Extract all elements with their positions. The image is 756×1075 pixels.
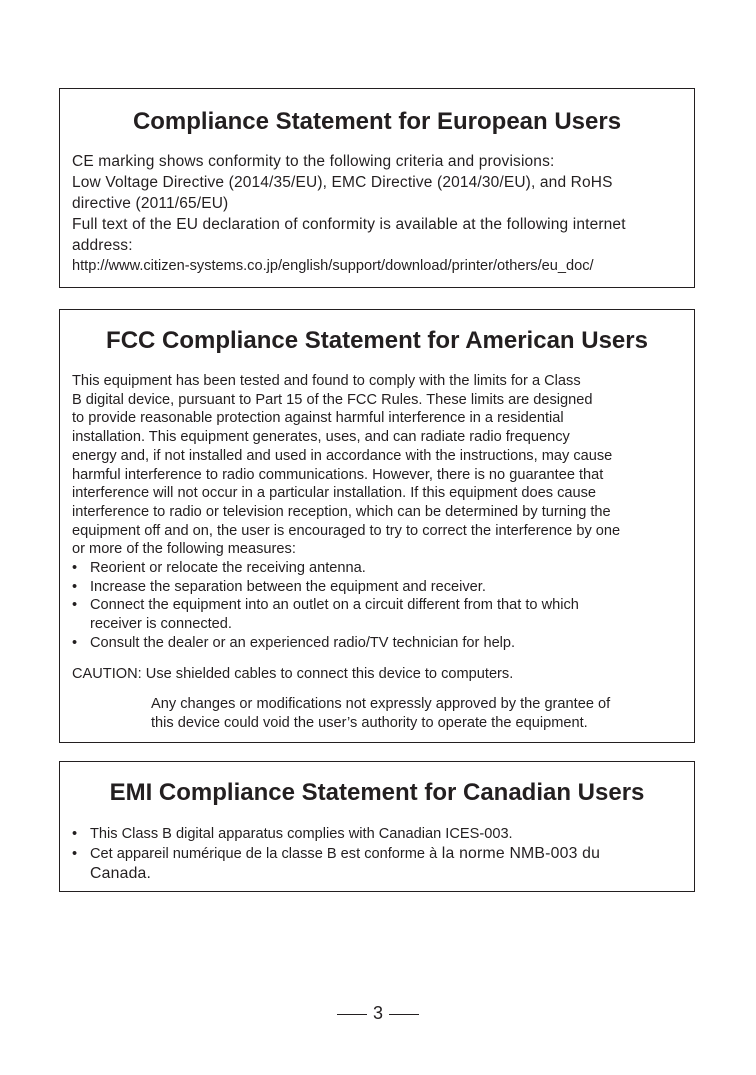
fcc-caution bbox=[72, 665, 513, 684]
bullet-icon: • bbox=[72, 560, 78, 577]
canadian-title: EMI Compliance Statement for Canadian Users bbox=[109, 779, 645, 806]
page-number bbox=[0, 1002, 756, 1024]
bullet-icon: • bbox=[72, 634, 78, 651]
fcc-line: energy and, if not installed and used in accordance with the instructions, may cause bbox=[72, 447, 613, 464]
fcc-body bbox=[72, 372, 620, 653]
canadian-bullet-text-tail: la norme NMB-003 du bbox=[437, 845, 601, 862]
fcc-bullet-text: Consult the dealer or an experienced radio/TV technician for help. bbox=[90, 634, 516, 651]
canadian-bullet-continuation bbox=[72, 864, 600, 884]
bullet-icon: • bbox=[72, 846, 78, 862]
canadian-bullet-item bbox=[72, 824, 600, 844]
canadian-bullet-text: Canada. bbox=[90, 865, 152, 882]
page-number-rule-left bbox=[337, 1014, 367, 1015]
fcc-bullet-item bbox=[72, 596, 620, 615]
eu-declaration-url[interactable]: http://www.citizen-systems.co.jp/english/support/download/printer/others/eu_doc/ bbox=[72, 258, 594, 274]
canadian-bullet-text: Cet appareil numérique de la classe B est conforme à bbox=[90, 846, 438, 862]
canadian-bullet-item bbox=[72, 844, 600, 864]
fcc-line: equipment off and on, the user is encouraged to try to correct the interference by one bbox=[72, 522, 621, 539]
fcc-title: FCC Compliance Statement for American Users bbox=[106, 327, 648, 354]
fcc-line: to provide reasonable protection against harmful interference in a residential bbox=[72, 410, 564, 427]
fcc-compliance-box bbox=[59, 309, 695, 743]
european-line: Full text of the EU declaration of conformity is available at the following internet bbox=[72, 216, 626, 233]
fcc-line: installation. This equipment generates, uses, and can radiate radio frequency bbox=[72, 429, 570, 446]
canadian-compliance-box bbox=[59, 761, 695, 892]
european-line: CE marking shows conformity to the following criteria and provisions: bbox=[72, 153, 555, 170]
european-line: Low Voltage Directive (2014/35/EU), EMC Directive (2014/30/EU), and RoHS bbox=[72, 174, 613, 191]
fcc-bullet-item bbox=[72, 559, 620, 578]
fcc-bullet-continuation bbox=[72, 615, 620, 634]
caution-label: CAUTION: bbox=[72, 666, 142, 682]
canadian-bullet-text: This Class B digital apparatus complies with Canadian ICES-003. bbox=[90, 826, 513, 842]
fcc-bullet-text: receiver is connected. bbox=[90, 616, 232, 633]
bullet-icon: • bbox=[72, 826, 78, 842]
european-body bbox=[72, 151, 626, 277]
fcc-bullet-text: Increase the separation between the equipment and receiver. bbox=[90, 578, 486, 595]
fcc-bullet-item bbox=[72, 634, 620, 653]
fcc-bullet-item bbox=[72, 578, 620, 597]
european-line: directive (2011/65/EU) bbox=[72, 195, 229, 212]
european-title: Compliance Statement for European Users bbox=[132, 108, 622, 135]
fcc-line: harmful interference to radio communications. However, there is no guarantee that bbox=[72, 466, 604, 483]
fcc-line: or more of the following measures: bbox=[72, 541, 296, 558]
bullet-icon: • bbox=[72, 597, 78, 614]
european-line: address: bbox=[72, 237, 133, 254]
fcc-line: interference to radio or television reception, which can be determined by turning the bbox=[72, 503, 611, 520]
bullet-icon: • bbox=[72, 578, 78, 595]
fcc-line: This equipment has been tested and found to comply with the limits for a Class bbox=[72, 373, 581, 389]
page-number-value: 3 bbox=[372, 1003, 383, 1023]
note-line: Any changes or modifications not expressly approved by the grantee of bbox=[151, 696, 611, 712]
fcc-bullet-text: Reorient or relocate the receiving antenna. bbox=[90, 560, 366, 577]
note-line: this device could void the user’s authority to operate the equipment. bbox=[151, 714, 588, 731]
fcc-line: B digital device, pursuant to Part 15 of the FCC Rules. These limits are designed bbox=[72, 391, 593, 408]
european-compliance-box bbox=[59, 88, 695, 288]
page-number-rule-right bbox=[389, 1014, 419, 1015]
caution-text: Use shielded cables to connect this device to computers. bbox=[145, 666, 514, 682]
fcc-bullet-text: Connect the equipment into an outlet on a circuit different from that to which bbox=[90, 597, 579, 614]
fcc-modification-note bbox=[151, 695, 610, 732]
fcc-line: interference will not occur in a particular installation. If this equipment does cause bbox=[72, 485, 597, 502]
canadian-body bbox=[72, 824, 600, 884]
